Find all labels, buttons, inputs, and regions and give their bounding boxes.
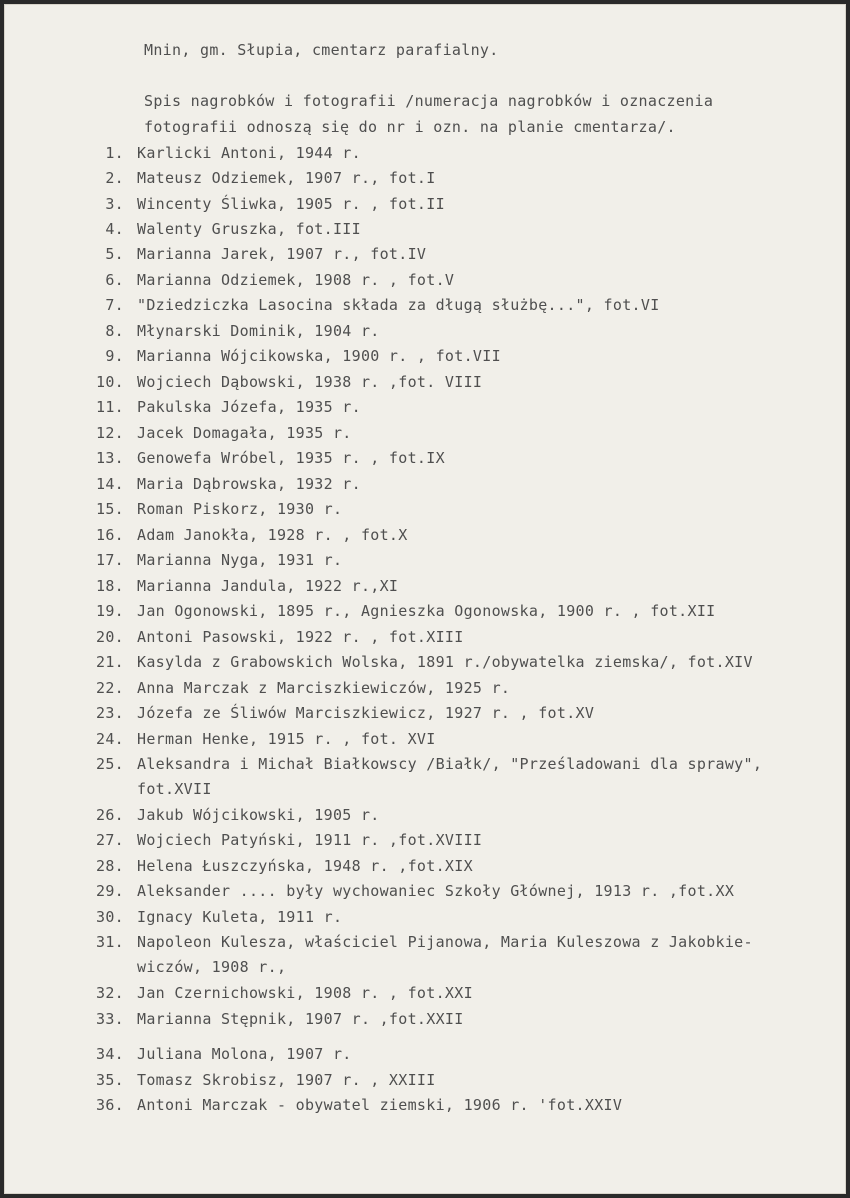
item-number: 27. (96, 831, 124, 849)
item-text: Genowefa Wróbel, 1935 r. , fot.IX (137, 449, 445, 467)
item-text: Wincenty Śliwka, 1905 r. , fot.II (137, 195, 445, 213)
item-number: 4. (105, 220, 124, 238)
item-text: Roman Piskorz, 1930 r. (137, 500, 343, 518)
item-number: 3. (105, 195, 124, 213)
item-number: 32. (96, 984, 124, 1002)
item-text: Helena Łuszczyńska, 1948 r. ,fot.XIX (137, 857, 473, 875)
intro-line: fotografii odnoszą się do nr i ozn. na planie cmentarza/. (144, 118, 676, 136)
intro-line: Spis nagrobków i fotografii /numeracja nagrobków i oznaczenia (144, 92, 714, 110)
item-number: 11. (96, 398, 124, 416)
item-number: 8. (105, 322, 124, 340)
item-text: Jakub Wójcikowski, 1905 r. (137, 806, 380, 824)
item-number: 30. (96, 908, 124, 926)
item-number: 24. (96, 730, 124, 748)
item-text: Antoni Pasowski, 1922 r. , fot.XIII (137, 628, 464, 646)
item-text: Antoni Marczak - obywatel ziemski, 1906 r. 'fot.XXIV (137, 1096, 623, 1114)
item-number: 7. (105, 296, 124, 314)
item-number: 14. (96, 475, 124, 493)
item-text: Ignacy Kuleta, 1911 r. (137, 908, 343, 926)
item-number: 5. (105, 245, 124, 263)
item-number: 18. (96, 577, 124, 595)
item-text: Jan Ogonowski, 1895 r., Agnieszka Ogonowska, 1900 r. , fot.XII (137, 602, 716, 620)
item-number: 23. (96, 704, 124, 722)
document-page (4, 4, 846, 1194)
item-number: 13. (96, 449, 124, 467)
typed-document (4, 4, 846, 1194)
item-text: Marianna Jandula, 1922 r.,XI (137, 577, 399, 595)
item-text: Aleksandra i Michał Białkowscy /Białk/, "Prześladowani dla sprawy", (137, 755, 763, 773)
item-number: 10. (96, 373, 124, 391)
item-number: 34. (96, 1045, 124, 1063)
item-number: 21. (96, 653, 124, 671)
item-text: Aleksander .... były wychowaniec Szkoły Głównej, 1913 r. ,fot.XX (137, 882, 735, 900)
item-number: 9. (105, 347, 124, 365)
item-text: Maria Dąbrowska, 1932 r. (137, 475, 361, 493)
item-text: Marianna Stępnik, 1907 r. ,fot.XXII (137, 1010, 464, 1028)
item-number: 20. (96, 628, 124, 646)
item-text: Jacek Domagała, 1935 r. (137, 424, 352, 442)
item-text: Wojciech Dąbowski, 1938 r. ,fot. VIII (137, 373, 483, 391)
item-text: Marianna Jarek, 1907 r., fot.IV (137, 245, 427, 263)
item-text-continuation: wiczów, 1908 r., (137, 958, 287, 976)
item-text: Napoleon Kulesza, właściciel Pijanowa, Maria Kuleszowa z Jakobkie- (137, 933, 753, 951)
item-number: 33. (96, 1010, 124, 1028)
item-number: 17. (96, 551, 124, 569)
item-text-continuation: fot.XVII (137, 780, 212, 798)
item-number: 31. (96, 933, 124, 951)
item-number: 15. (96, 500, 124, 518)
item-number: 2. (105, 169, 124, 187)
item-text: "Dziedziczka Lasocina składa za długą służbę...", fot.VI (137, 296, 660, 314)
item-text: Kasylda z Grabowskich Wolska, 1891 r./obywatelka ziemska/, fot.XIV (137, 653, 753, 671)
item-text: Anna Marczak z Marciszkiewiczów, 1925 r. (137, 679, 511, 697)
document-heading: Mnin, gm. Słupia, cmentarz parafialny. (144, 41, 499, 59)
item-text: Marianna Odziemek, 1908 r. , fot.V (137, 271, 455, 289)
item-number: 29. (96, 882, 124, 900)
item-text: Marianna Wójcikowska, 1900 r. , fot.VII (137, 347, 501, 365)
item-text: Herman Henke, 1915 r. , fot. XVI (137, 730, 436, 748)
item-number: 1. (105, 144, 124, 162)
item-number: 22. (96, 679, 124, 697)
item-text: Józefa ze Śliwów Marciszkiewicz, 1927 r. , fot.XV (137, 704, 595, 722)
item-text: Wojciech Patyński, 1911 r. ,fot.XVIII (137, 831, 483, 849)
item-number: 19. (96, 602, 124, 620)
item-text: Tomasz Skrobisz, 1907 r. , XXIII (137, 1071, 436, 1089)
item-text: Adam Janokła, 1928 r. , fot.X (137, 526, 408, 544)
item-text: Walenty Gruszka, fot.III (137, 220, 361, 238)
item-number: 25. (96, 755, 124, 773)
item-number: 28. (96, 857, 124, 875)
item-text: Jan Czernichowski, 1908 r. , fot.XXI (137, 984, 473, 1002)
item-number: 35. (96, 1071, 124, 1089)
item-number: 6. (105, 271, 124, 289)
item-text: Mateusz Odziemek, 1907 r., fot.I (137, 169, 436, 187)
item-text: Młynarski Dominik, 1904 r. (137, 322, 380, 340)
item-number: 26. (96, 806, 124, 824)
item-text: Marianna Nyga, 1931 r. (137, 551, 343, 569)
item-text: Juliana Molona, 1907 r. (137, 1045, 352, 1063)
item-number: 12. (96, 424, 124, 442)
item-number: 16. (96, 526, 124, 544)
item-text: Karlicki Antoni, 1944 r. (137, 144, 361, 162)
item-number: 36. (96, 1096, 124, 1114)
item-text: Pakulska Józefa, 1935 r. (137, 398, 361, 416)
